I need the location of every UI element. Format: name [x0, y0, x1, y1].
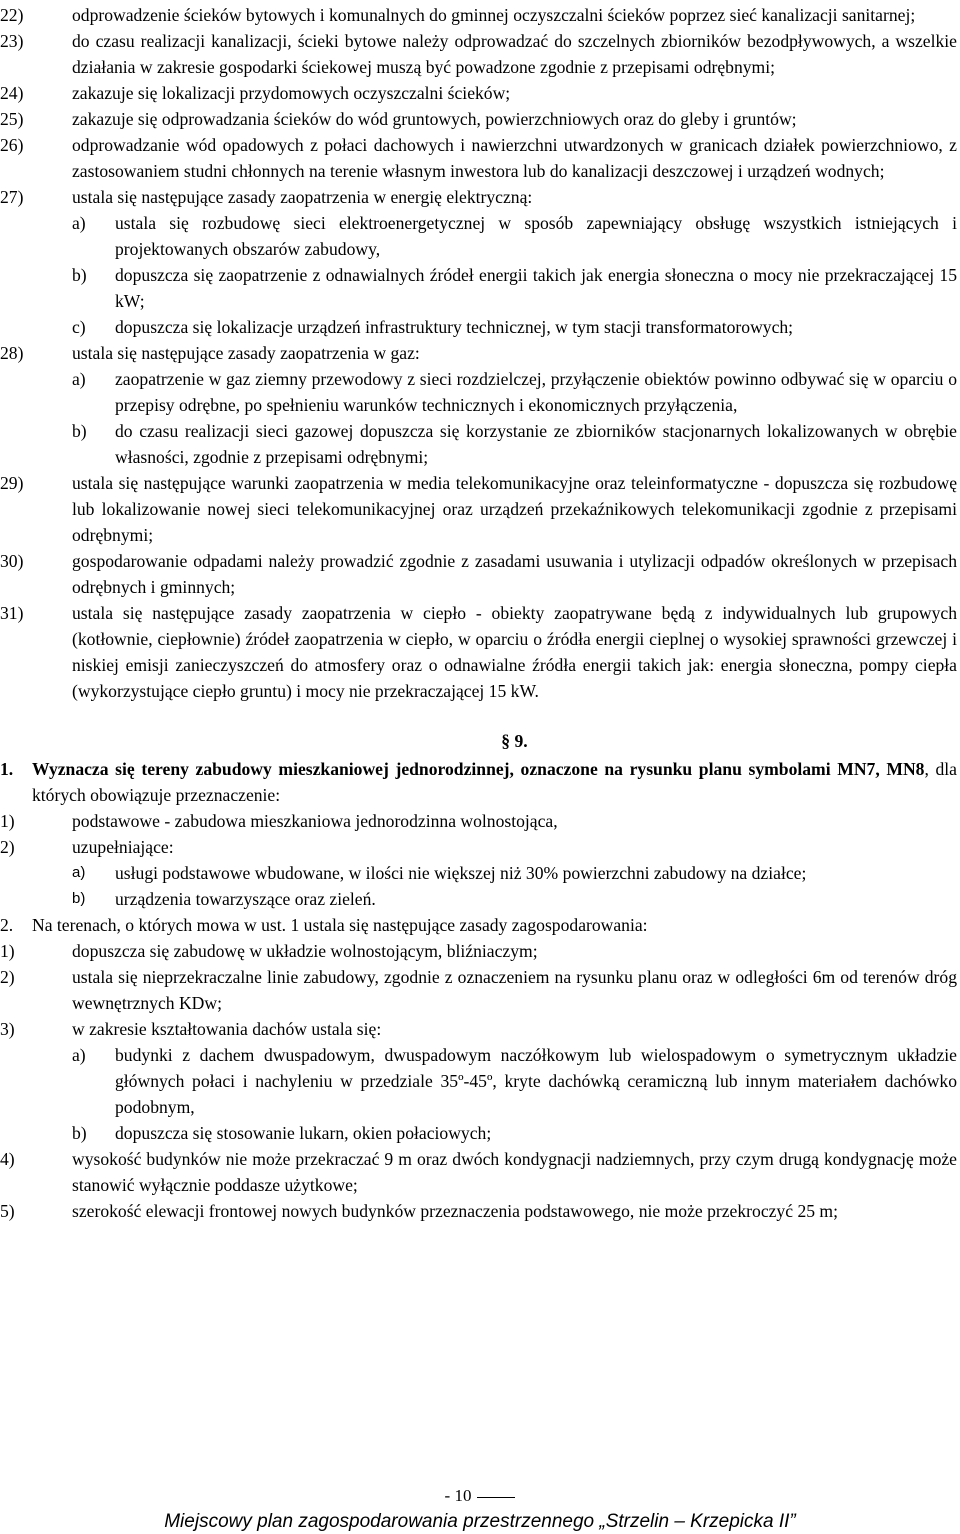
list-item [0, 106, 957, 132]
page-number [0, 1486, 960, 1506]
item-number: 2) [0, 967, 15, 987]
sub-item-letter: b) [72, 890, 86, 907]
section-heading: § 9. [501, 731, 528, 751]
sublist-28 [0, 366, 957, 470]
sub-list-item [0, 262, 957, 314]
item-text: do czasu realizacji kanalizacji, ścieki bytowe należy odprowadzać do szczelnych zbiorników bezodpływowych, a wszelkie działania w zakresie gospodarki ściekowej muszą być powadzone zgodnie z przepisami odrębnymi; [72, 31, 957, 77]
sub-list-item [0, 1042, 957, 1120]
list-item [0, 834, 957, 860]
sub-item-letter: b) [72, 1123, 87, 1143]
sub-item-letter: c) [72, 317, 86, 337]
list-item [0, 80, 957, 106]
sub-item-text: zaopatrzenie w gaz ziemny przewodowy z sieci rozdzielczej, przyłączenie obiektów powinno odbywać się w oparciu o przepisy odrębne, po spełnieniu warunków technicznych i ekonomicznych przyłączenia, [115, 369, 957, 415]
item-number: 3) [0, 1019, 15, 1039]
item-text: ustala się następujące warunki zaopatrzenia w media telekomunikacyjne oraz teleinformatyczne - dopuszcza się rozbudowę lub lokalizowanie nowej sieci telekomunikacyjnej oraz urządzeń przekaźnikowych telekomunikacji zgodnie z przepisami odrębnymi; [72, 473, 957, 545]
list-item [0, 184, 957, 210]
sub-list-item [0, 314, 957, 340]
item-text: ustala się następujące zasady zaopatrzenia w energię elektryczną: [72, 187, 533, 207]
sub-list-item [0, 886, 957, 912]
item-number: 28) [0, 343, 24, 363]
item-text: gospodarowanie odpadami należy prowadzić zgodnie z zasadami usuwania i utylizacji odpadów określonych w przepisach odrębnych i gminnych; [72, 551, 957, 597]
sub-item-letter: b) [72, 421, 87, 441]
item-number: 25) [0, 109, 24, 129]
sub-item-text: budynki z dachem dwuspadowym, dwuspadowym naczółkowym lub wielospadowym o symetrycznym układzie głównych połaci i nachyleniu w przedziale 35º-45º, kryte dachówką ceramiczną lub innym materiałem dachówko podobnym, [115, 1045, 957, 1117]
list-29-31 [0, 470, 957, 704]
sub-list-item [0, 366, 957, 418]
item-number: 2) [0, 837, 15, 857]
paragraph-number: 1. [0, 759, 14, 779]
item-text: szerokość elewacji frontowej nowych budynków przeznaczenia podstawowego, nie może przekroczyć 25 m; [72, 1201, 839, 1221]
sub-item-text: ustala się rozbudowę sieci elektroenergetycznej w sposób zapewniający obsługę wszystkich istniejących i projektowanych obszarów zabudowy, [115, 213, 957, 259]
item-text: wysokość budynków nie może przekraczać 9 m oraz dwóch kondygnacji nadziemnych, przy czym drugą kondygnację może stanowić wyłącznie poddasze użytkowe; [72, 1149, 957, 1195]
item-number: 26) [0, 135, 24, 155]
paragraph-rest-text: , dla których obowiązuje przeznaczenie: [32, 759, 957, 805]
list-item [0, 340, 957, 366]
sub-item-letter: a) [72, 213, 86, 233]
sublist-27 [0, 210, 957, 340]
list-item [0, 1198, 957, 1224]
paragraph-text: Na terenach, o których mowa w ust. 1 ustala się następujące zasady zagospodarowania: [32, 915, 648, 935]
item-number: 24) [0, 83, 24, 103]
sub-item-letter: a) [72, 864, 86, 881]
item-number: 5) [0, 1201, 15, 1221]
list-22-27 [0, 2, 957, 210]
item-text: ustala się następujące zasady zaopatrzenia w ciepło - obiekty zaopatrywane będą z indywidualnych lub grupowych (kotłownie, ciepłownie) źródeł zaopatrzenia w ciepło, w oparciu o źródła energii cieplnej o wysokiej sprawności grzewczej i niskiej emisji zanieczyszczeń do atmosfery oraz o odnawialne źródła energii takich jak: energia słoneczna, pompy ciepła (wykorzystujące ciepło gruntu) i mocy nie przekraczającej 15 kW. [72, 603, 957, 701]
paragraph-2 [0, 912, 957, 938]
list-item [0, 600, 957, 704]
item-text: odprowadzanie wód opadowych z połaci dachowych i nawierzchni utwardzonych w granicach działek powierzchniowo, z zastosowaniem studni chłonnych na terenie własnym inwestora lub do kanalizacji deszczowej i urządzeń wodnych; [72, 135, 957, 181]
sub-list-item [0, 860, 957, 886]
list-item [0, 964, 957, 1016]
paragraph-text [32, 756, 957, 808]
item-number: 30) [0, 551, 24, 571]
list-item [0, 132, 957, 184]
footer-title: Miejscowy plan zagospodarowania przestrzennego „Strzelin – Krzepicka II” [164, 1511, 796, 1532]
item-number: 29) [0, 473, 24, 493]
paragraph-number: 2. [0, 915, 14, 935]
list-item [0, 1146, 957, 1198]
list-item [0, 548, 957, 600]
document-body [0, 2, 957, 1224]
page-number-rule [477, 1497, 515, 1498]
sub-item-text: dopuszcza się lokalizacje urządzeń infrastruktury technicznej, w tym stacji transformatorowych; [115, 317, 794, 337]
sub-list-item [0, 210, 957, 262]
sub-item-text: usługi podstawowe wbudowane, w ilości nie większej niż 30% powierzchni zabudowy na działce; [115, 863, 807, 883]
list-item [0, 2, 957, 28]
item-text: ustala się nieprzekraczalne linie zabudowy, zgodnie z oznaczeniem na rysunku planu oraz w odległości 6m od terenów dróg wewnętrznych KDw; [72, 967, 957, 1013]
list-item [0, 1016, 957, 1042]
sub-list-item [0, 1120, 957, 1146]
item-number: 4) [0, 1149, 15, 1169]
sub-item-letter: a) [72, 369, 86, 389]
item-text: dopuszcza się zabudowę w układzie wolnostojącym, bliźniaczym; [72, 941, 538, 961]
list-item [0, 28, 957, 80]
item-text: odprowadzenie ścieków bytowych i komunalnych do gminnej oczyszczalni ścieków poprzez sieć kanalizacji sanitarnej; [72, 5, 916, 25]
paragraph-1 [0, 756, 957, 808]
sub-item-text: do czasu realizacji sieci gazowej dopuszcza się korzystanie ze zbiorników stacjonarnych lokalizowanych w obrębie własności, zgodnie z przepisami odrębnymi; [115, 421, 957, 467]
sub-item-letter: b) [72, 265, 87, 285]
item-text: podstawowe - zabudowa mieszkaniowa jednorodzinna wolnostojąca, [72, 811, 558, 831]
item-number: 31) [0, 603, 24, 623]
list-item [0, 938, 957, 964]
page-number-text: - 10 [444, 1486, 472, 1505]
sub-item-text: dopuszcza się zaopatrzenie z odnawialnych źródeł energii takich jak energia słoneczna o mocy nie przekraczającej 15 kW; [115, 265, 957, 311]
item-number: 23) [0, 31, 24, 51]
item-number: 1) [0, 941, 15, 961]
item-text: zakazuje się odprowadzania ścieków do wód gruntowych, powierzchniowych oraz do gleby i gruntów; [72, 109, 797, 129]
list-item [0, 808, 957, 834]
item-text: zakazuje się lokalizacji przydomowych oczyszczalni ścieków; [72, 83, 511, 103]
sub-list-item [0, 418, 957, 470]
item-text: ustala się następujące zasady zaopatrzenia w gaz: [72, 343, 420, 363]
paragraph-bold-text: Wyznacza się tereny zabudowy mieszkaniowej jednorodzinnej, oznaczone na rysunku planu symbolami MN7, MN8 [32, 759, 925, 779]
item-number: 1) [0, 811, 15, 831]
item-number: 27) [0, 187, 24, 207]
item-text: uzupełniające: [72, 837, 174, 857]
item-text: w zakresie kształtowania dachów ustala się: [72, 1019, 382, 1039]
sub-item-text: dopuszcza się stosowanie lukarn, okien połaciowych; [115, 1123, 492, 1143]
sub-item-text: urządzenia towarzyszące oraz zieleń. [115, 889, 376, 909]
sub-item-letter: a) [72, 1045, 86, 1065]
list-item [0, 470, 957, 548]
item-number: 22) [0, 5, 24, 25]
